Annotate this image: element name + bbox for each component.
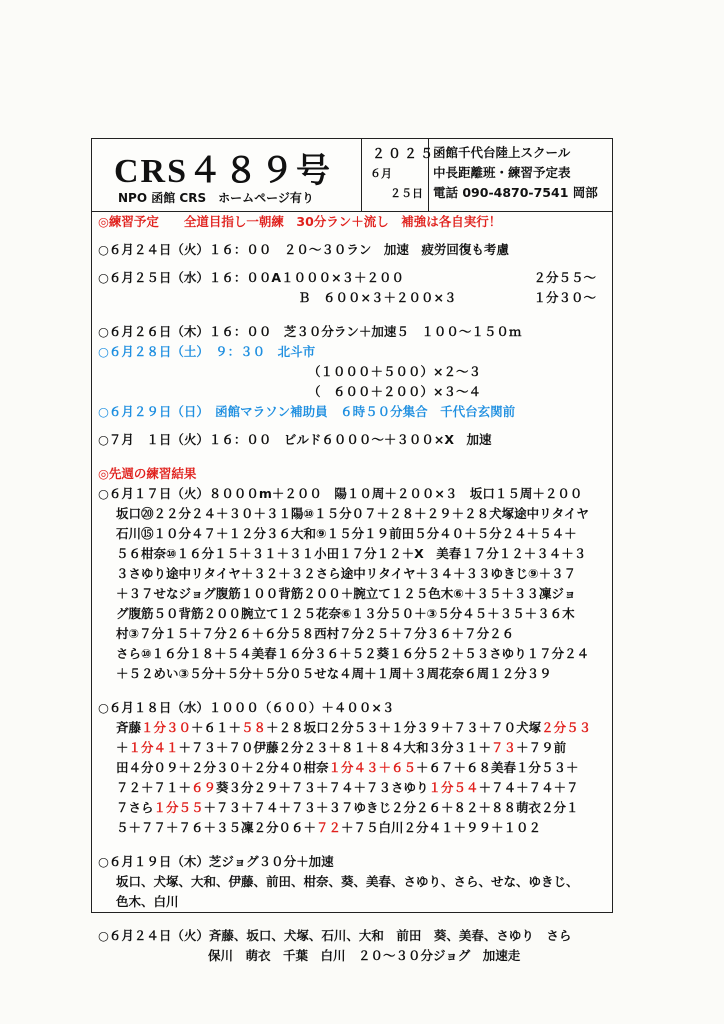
org-phone: 電話 090-4870-7541 岡部 — [433, 185, 598, 200]
newsletter-subtitle: NPO 函館 CRS ホームページ有り — [118, 191, 314, 205]
plan-0628: ○６月２８日（土） ９：３０ 北斗市 — [98, 344, 316, 359]
result-0617-line: 坂口⑳２２分２４＋３０＋３１陽⑩１５分０７＋２８＋２９＋２８犬塚途中リタイヤ — [116, 506, 589, 521]
plan-0628-set2: （ ６００＋２００）×３～４ — [308, 384, 481, 399]
result-0617-line: 村③７分１５＋７分２６＋６分５８西村７分２５＋７分３６＋７分２６ — [116, 626, 515, 641]
plan-heading: ◎練習予定 全道目指し一朝練 30分ラン＋流し 補強は各自実行！ — [98, 214, 502, 229]
result-0619-head: ○６月１９日（木）芝ジョグ３０分＋加速 — [98, 854, 334, 869]
sheet-body — [92, 212, 612, 966]
plan-0625-b-pace: １分３０～ — [533, 290, 596, 305]
result-0617-line: ３さゆり途中リタイヤ＋３２＋３２さら途中リタイヤ＋３４＋３３ゆきじ⑨＋３７ — [116, 566, 577, 581]
plan-0625-b-text: Ｂ ６００×３＋２００×３ — [298, 290, 457, 305]
plan-0701: ○７月 １日（火）１６：００ ビルド６０００～＋３００×X 加速 — [98, 432, 492, 447]
result-0617-line: ＋３７せなジョグ腹筋１００背筋２００＋腕立て１２５色木⑥＋３５＋３３凜ジョ — [116, 586, 577, 601]
plan-0629: ○６月２９日（日） 函館マラソン補助員 ６時５０分集合 千代台玄関前 — [98, 404, 516, 419]
result-0617-line: 石川⑮１０分４７＋１２分３６大和⑨１５分１９前田５分４０＋５分２４＋５４＋ — [116, 526, 577, 541]
result-0619-names: 色木、白川 — [116, 894, 179, 909]
date-block — [362, 139, 437, 211]
result-0618-line: ７さら１分５５＋７３＋７４＋７３＋３７ゆきじ２分２６＋８２＋８８萌衣２分１ — [116, 800, 579, 815]
org-name: 函館千代台陸上スクール — [433, 145, 571, 160]
result-0617-line: ○６月１７日（火）８０００m＋２００ 陽１０周＋２００×３ 坂口１５周＋２００ — [98, 486, 583, 501]
result-0618-line: 田４分０９＋２分３０＋２分４０柑奈１分４３＋６５＋６７＋６８美春１分５３＋ — [116, 760, 579, 775]
result-0617-line: ５６柑奈⑩１６分１５＋３１＋３１小田１７分１２＋X 美春１７分１２＋３４＋３ — [116, 546, 587, 561]
result-0618-line: ７２＋７１＋６９葵３分２９＋７３＋７４＋７３さゆり１分５４＋７４＋７４＋７ — [116, 780, 579, 795]
plan-0625-a-text: ○６月２５日（水）１６：００A１０００×３＋２００ — [98, 270, 405, 285]
result-0618-line: 斉藤１分３０＋６１＋５８＋２８坂口２分５３＋１分３９＋７３＋７０犬塚２分５３ — [116, 720, 592, 735]
org-subtitle: 中長距離班・練習予定表 — [433, 165, 571, 180]
result-0624-line2: 保川 萌衣 千葉 白川 ２０～３０分ジョグ 加速走 — [208, 948, 521, 963]
header — [92, 139, 612, 212]
results-heading: ◎先週の練習結果 — [98, 466, 197, 481]
result-0619-names: 坂口、犬塚、大和、伊藤、前田、柑奈、葵、美春、さゆり、さら、せな、ゆきじ、 — [116, 874, 579, 889]
newsletter-title: CRS４８９号 — [114, 153, 333, 190]
plan-0626: ○６月２６日（木）１６：００ 芝３０分ラン＋加速５ １００～１５０ｍ — [98, 324, 522, 339]
result-0617-line: グ腹筋５０背筋２００腕立て１２５花奈⑥１３分５０＋③５分４５＋３５＋３６木 — [116, 606, 575, 621]
plan-0625-a-pace: ２分５５～ — [533, 270, 596, 285]
result-0618-line: ＋１分４１＋７３＋７０伊藤２分２３＋８１＋８４大和３分３１＋７３＋７９前 — [116, 740, 567, 755]
org-block — [429, 139, 612, 211]
plan-0624: ○６月２４日（火）１６：００ ２０～３０ラン 加速 疲労回復も考慮 — [98, 242, 509, 257]
result-0618-line: ５＋７７＋７６＋３５凜２分０６＋７２＋７５白川２分４１＋９９＋１０２ — [116, 820, 542, 835]
result-0617-line: さら⑩１６分１８＋５４美春１６分３６＋５２葵１６分５２＋５３さゆり１７分２４ — [116, 646, 590, 661]
date-day: ２５日 — [390, 187, 423, 200]
plan-0628-set1: （１０００＋５００）×２～３ — [308, 364, 481, 379]
date-year: ２０２５ — [372, 147, 437, 162]
plan-0625-a — [98, 268, 606, 288]
plan-0625-b — [98, 288, 606, 308]
result-0618-head: ○６月１８日（水）１０００（６００）＋４００×３ — [98, 700, 395, 715]
result-0617-line: ＋５２めい③５分＋５分＋５分０５せな４周＋１周＋３周花奈６周１２分３９ — [116, 666, 552, 681]
title-block — [92, 139, 362, 211]
result-0624-head: ○６月２４日（火）斉藤、坂口、犬塚、石川、大和 前田 葵、美春、さゆり さら — [98, 928, 572, 943]
date-month: ６月 — [370, 167, 392, 180]
schedule-sheet — [91, 138, 613, 963]
